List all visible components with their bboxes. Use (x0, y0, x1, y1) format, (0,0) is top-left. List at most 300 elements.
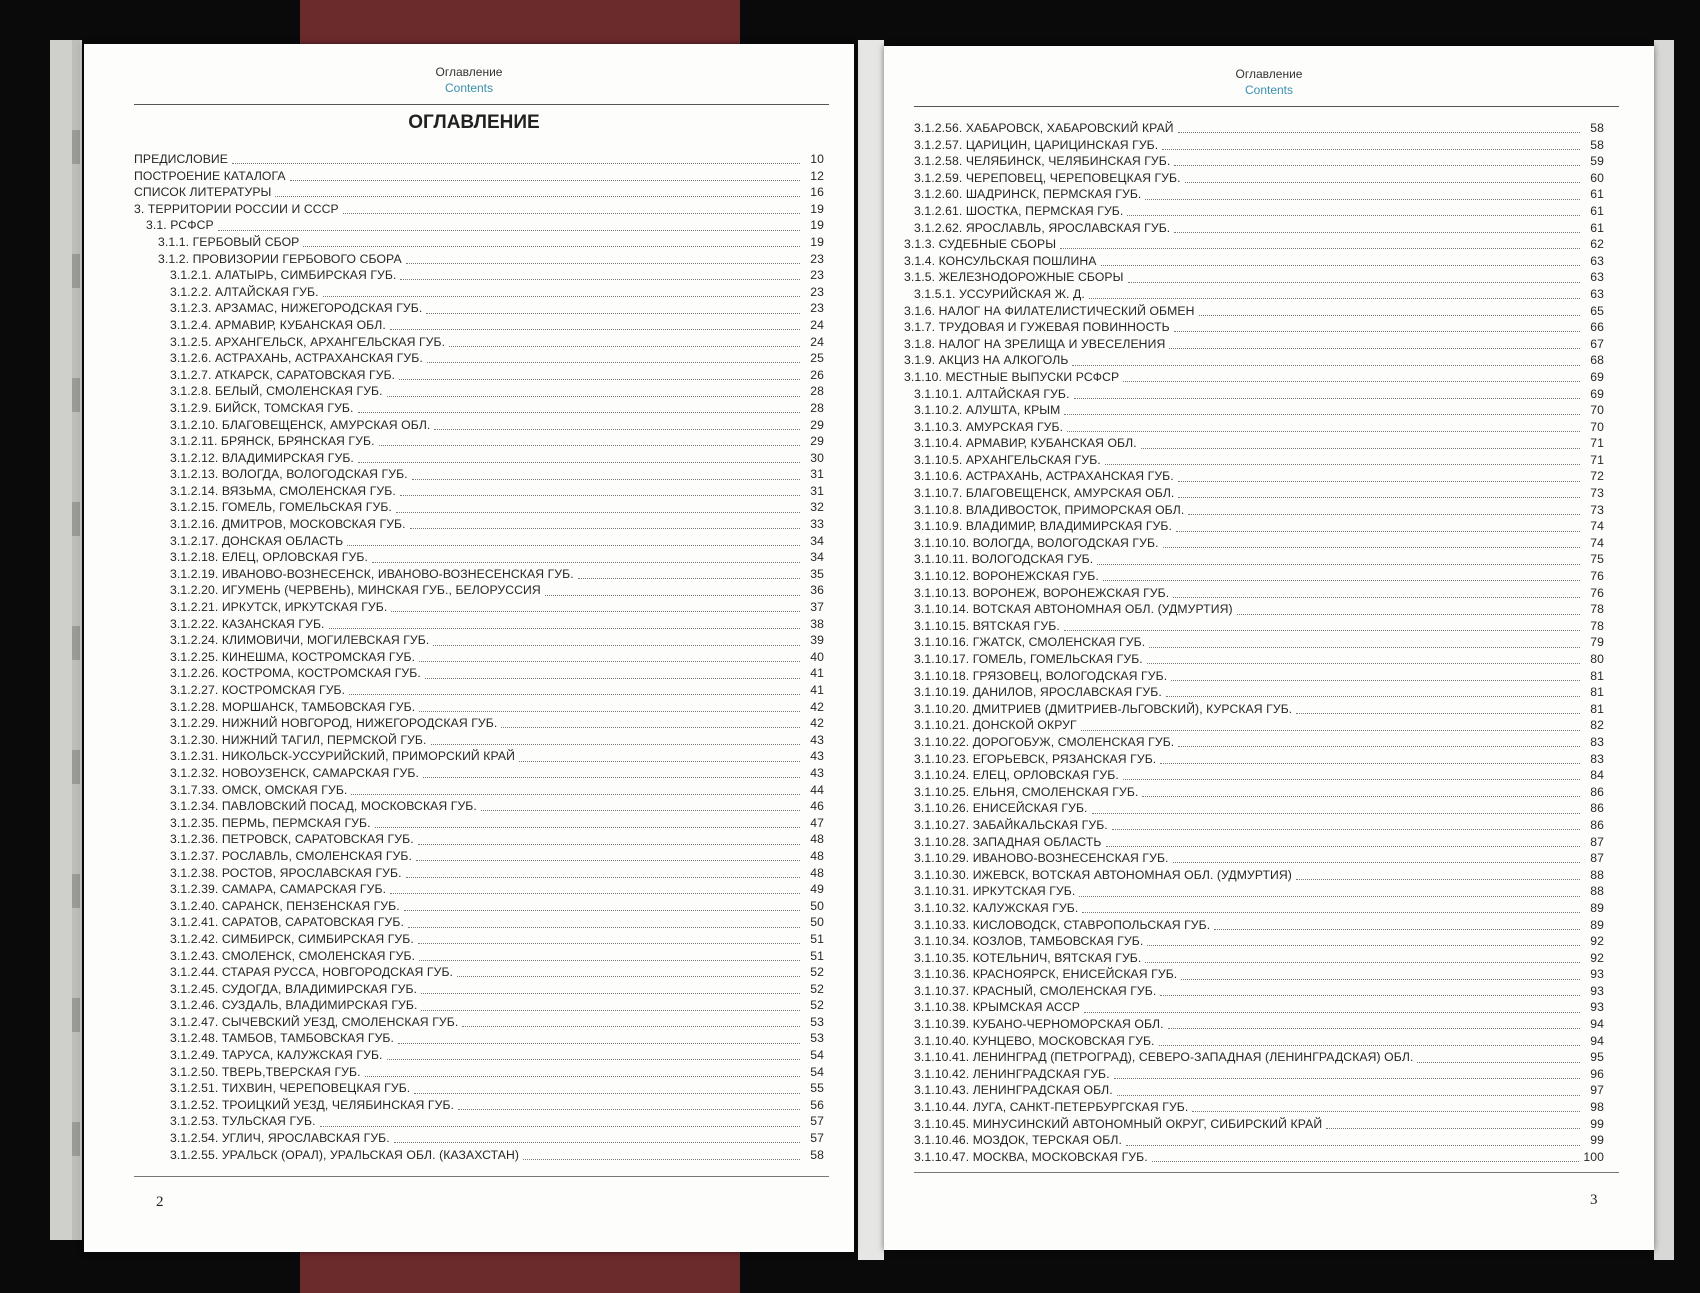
header-title-en: Contents (444, 81, 494, 95)
toc-entry-page: 52 (810, 981, 824, 996)
header-title-en: Contents (1244, 83, 1294, 97)
toc-entry-title: 3.1.2.6. АСТРАХАНЬ, АСТРАХАНСКАЯ ГУБ. (170, 351, 423, 366)
toc-entry-title: 3.1.2.17. ДОНСКАЯ ОБЛАСТЬ (170, 533, 344, 548)
toc-entry (134, 317, 824, 334)
toc-leader-dots (481, 801, 800, 811)
toc-entry (134, 201, 824, 218)
toc-entry (134, 1147, 824, 1164)
header-rule (134, 104, 829, 105)
toc-entry-page: 12 (810, 168, 824, 183)
toc-entry-title: 3.1.8. НАЛОГ НА ЗРЕЛИЩА И УВЕСЕЛЕНИЯ (904, 336, 1166, 351)
toc-entry-title: 3.1.2.19. ИВАНОВО-ВОЗНЕСЕНСК, ИВАНОВО-ВОЗНЕСЕНСКАЯ ГУБ. (170, 566, 574, 581)
toc-leader-dots (1145, 953, 1580, 963)
toc-entry (134, 367, 824, 384)
toc-leader-dots (404, 901, 800, 911)
toc-entry (904, 867, 1604, 884)
toc-leader-dots (1082, 903, 1580, 913)
toc-entry (134, 765, 824, 782)
toc-entry-title: 3.1.2.44. СТАРАЯ РУССА, НОВГОРОДСКАЯ ГУБ. (170, 965, 454, 980)
toc-entry (904, 585, 1604, 602)
toc-leader-dots (414, 1084, 800, 1094)
toc-leader-dots (427, 353, 800, 363)
page-number: 3 (1590, 1192, 1598, 1208)
toc-entry (904, 668, 1604, 685)
toc-entry-title: 3.1.5. ЖЕЛЕЗНОДОРОЖНЫЕ СБОРЫ (904, 270, 1124, 285)
toc-entry (904, 502, 1604, 519)
toc-leader-dots (1114, 1069, 1580, 1079)
toc-entry (904, 186, 1604, 203)
toc-entry-page: 61 (1590, 203, 1604, 218)
toc-leader-dots (431, 735, 801, 745)
toc-entry (904, 386, 1604, 403)
toc-entry-title: 3.1.2.29. НИЖНИЙ НОВГОРОД, НИЖЕГОРОДСКАЯ ГУБ. (170, 716, 498, 731)
toc-leader-dots (1162, 140, 1580, 150)
toc-leader-dots (1074, 389, 1581, 399)
toc-entry (904, 834, 1604, 851)
toc-leader-dots (391, 602, 800, 612)
toc-leader-dots (1181, 970, 1580, 980)
toc-entry (134, 815, 824, 832)
toc-entry-title: ПРЕДИСЛОВИЕ (134, 152, 229, 166)
toc-leader-dots (1152, 1152, 1580, 1162)
toc-entry-page: 32 (810, 500, 824, 515)
toc-entry-page: 78 (1590, 618, 1604, 633)
toc-leader-dots (421, 984, 800, 994)
toc-entry-page: 82 (1590, 718, 1604, 733)
toc-entry-page: 37 (810, 600, 824, 615)
toc-entry-page: 58 (1590, 121, 1604, 135)
toc-leader-dots (433, 636, 800, 646)
toc-leader-dots (1142, 787, 1580, 797)
toc-entry-page: 52 (810, 965, 824, 980)
toc-entry-title: 3.1.10.38. КРЫМСКАЯ АССР (914, 1000, 1080, 1015)
toc-entry (904, 269, 1604, 286)
toc-entry-title: 3.1.10.30. ИЖЕВСК, ВОТСКАЯ АВТОНОМНАЯ ОБЛ. (УДМУРТИЯ) (914, 867, 1292, 882)
toc-entry-page: 88 (1590, 884, 1604, 899)
toc-entry-title: 3.1.2.27. КОСТРОМСКАЯ ГУБ. (170, 683, 346, 697)
toc-entry-title: 3.1.2.8. БЕЛЫЙ, СМОЛЕНСКАЯ ГУБ. (170, 384, 383, 399)
toc-leader-dots (1141, 439, 1580, 449)
toc-entry-title: 3.1.10.40. КУНЦЕВО, МОСКОВСКАЯ ГУБ. (914, 1033, 1155, 1048)
toc-entry (134, 300, 824, 317)
toc-entry-page: 88 (1590, 867, 1604, 882)
running-header (84, 64, 854, 96)
toc-entry-page: 69 (1590, 386, 1604, 401)
toc-entry (134, 931, 824, 948)
toc-entry (904, 518, 1604, 535)
toc-entry (904, 751, 1604, 768)
toc-entry-page: 28 (810, 400, 824, 415)
toc-leader-dots (1173, 588, 1580, 598)
toc-entry-page: 68 (1590, 353, 1604, 368)
toc-leader-dots (1296, 870, 1580, 880)
toc-entry-page: 89 (1590, 900, 1604, 915)
toc-entry (134, 831, 824, 848)
toc-leader-dots (1168, 1019, 1580, 1029)
toc-leader-dots (1072, 356, 1580, 366)
toc-entry (134, 350, 824, 367)
toc-leader-dots (462, 1017, 800, 1027)
toc-entry-title: СПИСОК ЛИТЕРАТУРЫ (134, 185, 272, 200)
toc-entry-title: 3.1.10.3. АМУРСКАЯ ГУБ. (914, 419, 1064, 434)
toc-entry-page: 24 (810, 317, 824, 332)
toc-entry-title: 3.1.10.20. ДМИТРИЕВ (ДМИТРИЕВ-ЛЬГОВСКИЙ), КУРСКАЯ ГУБ. (914, 701, 1293, 716)
toc-leader-dots (379, 436, 800, 446)
toc-leader-dots (1178, 737, 1580, 747)
toc-entry-page: 34 (810, 550, 824, 565)
toc-entry-title: 3.1.2.39. САМАРА, САМАРСКАЯ ГУБ. (170, 882, 387, 897)
toc-entry-page: 59 (1590, 154, 1604, 169)
toc-entry-title: 3.1.10.41. ЛЕНИНГРАД (ПЕТРОГРАД), СЕВЕРО-ЗАПАДНАЯ (ЛЕНИНГРАДСКАЯ) ОБЛ. (914, 1050, 1414, 1065)
toc-entry-page: 34 (810, 533, 824, 548)
toc-entry-title: 3.1.2.51. ТИХВИН, ЧЕРЕПОВЕЦКАЯ ГУБ. (170, 1081, 411, 1096)
toc-entry-page: 94 (1590, 1017, 1604, 1032)
toc-entry-page: 99 (1590, 1133, 1604, 1148)
toc-entry (904, 734, 1604, 751)
toc-entry (134, 748, 824, 765)
toc-leader-dots (1166, 687, 1580, 697)
toc-entry-page: 72 (1590, 469, 1604, 484)
toc-entry-page: 57 (810, 1131, 824, 1146)
toc-entry-page: 31 (810, 467, 824, 482)
toc-entry (904, 1149, 1604, 1166)
toc-leader-dots (1106, 837, 1581, 847)
toc-leader-dots (1169, 339, 1580, 349)
toc-entry-page: 54 (810, 1064, 824, 1079)
toc-leader-dots (421, 1001, 800, 1011)
toc-leader-dots (398, 1034, 800, 1044)
toc-leader-dots (1089, 289, 1580, 299)
toc-entry (904, 1132, 1604, 1149)
toc-entry-title: 3.1.10.14. ВОТСКАЯ АВТОНОМНАЯ ОБЛ. (УДМУРТИЯ) (914, 602, 1233, 617)
toc-entry-title: 3.1.2.57. ЦАРИЦИН, ЦАРИЦИНСКАЯ ГУБ. (914, 137, 1159, 152)
toc-entry-title: 3.1.10.44. ЛУГА, САНКТ-ПЕТЕРБУРГСКАЯ ГУБ. (914, 1100, 1189, 1115)
toc-entry (134, 1030, 824, 1047)
toc-entry (904, 817, 1604, 834)
toc-entry-title: 3.1.2.34. ПАВЛОВСКИЙ ПОСАД, МОСКОВСКАЯ ГУБ. (170, 799, 477, 814)
toc-entry-title: 3.1.2.56. ХАБАРОВСК, ХАБАРОВСКИЙ КРАЙ (914, 121, 1174, 135)
toc-leader-dots (419, 652, 800, 662)
toc-entry-page: 29 (810, 417, 824, 432)
toc-entry (134, 184, 824, 201)
toc-entry-page: 51 (810, 931, 824, 946)
toc-entry (134, 665, 824, 682)
toc-entry (904, 983, 1604, 1000)
toc-entry-title: 3.1.10.1. АЛТАЙСКАЯ ГУБ. (914, 386, 1070, 401)
toc-leader-dots (323, 287, 800, 297)
toc-entry-page: 70 (1590, 419, 1604, 434)
toc-entry-title: 3.1.10.35. КОТЕЛЬНИЧ, ВЯТСКАЯ ГУБ. (914, 950, 1142, 965)
toc-entry (134, 549, 824, 566)
toc-leader-dots (390, 320, 800, 330)
toc-leader-dots (1081, 721, 1580, 731)
toc-entry (134, 151, 824, 168)
toc-leader-dots (1127, 206, 1580, 216)
toc-leader-dots (1064, 621, 1580, 631)
toc-leader-dots (387, 1050, 800, 1060)
toc-leader-dots (406, 254, 800, 264)
toc-entry (134, 433, 824, 450)
header-title-ru: Оглавление (1235, 67, 1303, 81)
toc-leader-dots (1067, 422, 1580, 432)
toc-entry-page: 43 (810, 749, 824, 764)
toc-entry (904, 1116, 1604, 1133)
toc-entry-page: 66 (1590, 320, 1604, 335)
toc-leader-dots (1192, 1102, 1580, 1112)
toc-entry (134, 1064, 824, 1081)
toc-entry-title: 3.1.10.34. КОЗЛОВ, ТАМБОВСКАЯ ГУБ. (914, 934, 1144, 949)
toc-entry-title: 3.1.10.33. КИСЛОВОДСК, СТАВРОПОЛЬСКАЯ ГУБ. (914, 917, 1211, 932)
toc-entry-title: 3.1.10.29. ИВАНОВО-ВОЗНЕСЕНСКАЯ ГУБ. (914, 851, 1169, 866)
toc-entry-page: 97 (1590, 1083, 1604, 1098)
toc-entry-page: 92 (1590, 950, 1604, 965)
toc-entry-title: 3.1.10.19. ДАНИЛОВ, ЯРОСЛАВСКАЯ ГУБ. (914, 685, 1162, 700)
toc-entry-title: 3.1.10.13. ВОРОНЕЖ, ВОРОНЕЖСКАЯ ГУБ. (914, 585, 1170, 600)
toc-entry-page: 75 (1590, 552, 1604, 567)
toc-entry-page: 80 (1590, 652, 1604, 666)
toc-leader-dots (1160, 754, 1580, 764)
toc-entry-page: 53 (810, 1014, 824, 1029)
toc-entry (134, 168, 824, 185)
toc-entry-title: 3.1.1. ГЕРБОВЫЙ СБОР (158, 234, 300, 249)
toc-entry-title: 3.1.2.49. ТАРУСА, КАЛУЖСКАЯ ГУБ. (170, 1048, 383, 1063)
toc-entry (904, 618, 1604, 635)
toc-entry-page: 48 (810, 865, 824, 880)
toc-entry-page: 74 (1590, 535, 1604, 550)
toc-entry-page: 19 (810, 234, 824, 249)
toc-entry-title: 3.1.10.11. ВОЛОГОДСКАЯ ГУБ. (914, 552, 1094, 567)
toc-entry-title: 3.1.2.30. НИЖНИЙ ТАГИЛ, ПЕРМСКОЙ ГУБ. (170, 732, 427, 747)
toc-entry-page: 30 (810, 450, 824, 465)
toc-entry-title: 3.1.2.42. СИМБИРСК, СИМБИРСКАЯ ГУБ. (170, 931, 414, 946)
toc-entry-page: 58 (1590, 137, 1604, 152)
toc-entry-page: 92 (1590, 934, 1604, 949)
toc-entry (904, 933, 1604, 950)
header-title-ru: Оглавление (435, 65, 503, 79)
page-left (84, 44, 854, 1252)
toc-leader-dots (408, 918, 800, 928)
toc-entry (904, 1099, 1604, 1116)
toc-entry (904, 352, 1604, 369)
toc-entry-title: 3.1.2.38. РОСТОВ, ЯРОСЛАВСКАЯ ГУБ. (170, 865, 402, 880)
toc-entry (904, 435, 1604, 452)
toc-leader-dots (458, 1100, 800, 1110)
toc-entry-title: 3.1.2.32. НОВОУЗЕНСК, САМАРСКАЯ ГУБ. (170, 765, 419, 780)
toc-leader-dots (416, 851, 800, 861)
toc-entry-title: 3.1.2.53. ТУЛЬСКАЯ ГУБ. (170, 1114, 316, 1129)
toc-entry-page: 70 (1590, 403, 1604, 418)
toc-list (904, 120, 1604, 1165)
toc-entry-title: 3.1.10.6. АСТРАХАНЬ, АСТРАХАНСКАЯ ГУБ. (914, 469, 1174, 484)
toc-entry-title: 3.1.2.55. УРАЛЬСК (ОРАЛ), УРАЛЬСКАЯ ОБЛ. (КАЗАХСТАН) (170, 1147, 519, 1162)
toc-entry (134, 997, 824, 1014)
toc-entry-title: 3.1.10.26. ЕНИСЕЙСКАЯ ГУБ. (914, 801, 1088, 816)
toc-entry (134, 450, 824, 467)
toc-entry-title: 3.1.10.7. БЛАГОВЕЩЕНСК, АМУРСКАЯ ОБЛ. (914, 486, 1175, 501)
toc-entry-title: 3.1.2.47. СЫЧЕВСКИЙ УЕЗД, СМОЛЕНСКАЯ ГУБ. (170, 1014, 459, 1029)
toc-entry-page: 23 (810, 301, 824, 316)
toc-entry-page: 67 (1590, 336, 1604, 351)
toc-entry (904, 1082, 1604, 1099)
toc-entry-page: 36 (810, 583, 824, 598)
toc-entry-title: 3.1. РСФСР (146, 218, 214, 233)
toc-leader-dots (1214, 920, 1580, 930)
toc-entry-title: 3.1.10.22. ДОРОГОБУЖ, СМОЛЕНСКАЯ ГУБ. (914, 734, 1175, 749)
toc-leader-dots (1123, 372, 1580, 382)
toc-entry (134, 400, 824, 417)
toc-entry-title: 3.1.5.1. УССУРИЙСКАЯ Ж. Д. (914, 286, 1085, 301)
toc-entry-page: 86 (1590, 801, 1604, 816)
toc-entry (904, 369, 1604, 386)
toc-entry-page: 55 (810, 1081, 824, 1096)
toc-entry-page: 61 (1590, 187, 1604, 202)
toc-leader-dots (349, 685, 800, 695)
toc-entry-page: 39 (810, 633, 824, 648)
toc-entry-title: 3.1.2.50. ТВЕРЬ,ТВЕРСКАЯ ГУБ. (170, 1064, 361, 1079)
toc-entry (904, 568, 1604, 585)
toc-leader-dots (1178, 123, 1580, 133)
toc-entry-page: 46 (810, 799, 824, 814)
toc-entry-page: 19 (810, 201, 824, 216)
toc-leader-dots (1185, 173, 1580, 183)
toc-entry-title: 3.1.2.3. АРЗАМАС, НИЖЕГОРОДСКАЯ ГУБ. (170, 301, 423, 316)
toc-entry-title: 3.1.10.32. КАЛУЖСКАЯ ГУБ. (914, 900, 1079, 915)
toc-entry (904, 203, 1604, 220)
toc-leader-dots (519, 752, 800, 762)
toc-entry (134, 1047, 824, 1064)
toc-entry (904, 120, 1604, 137)
toc-entry-title: 3.1.2.37. РОСЛАВЛЬ, СМОЛЕНСКАЯ ГУБ. (170, 848, 412, 863)
toc-entry-page: 23 (810, 251, 824, 266)
toc-entry-page: 87 (1590, 851, 1604, 866)
toc-entry-page: 76 (1590, 585, 1604, 600)
toc-leader-dots (1163, 538, 1580, 548)
toc-entry (904, 966, 1604, 983)
toc-entry (134, 284, 824, 301)
toc-entry-page: 93 (1590, 967, 1604, 982)
toc-entry-title: 3.1.2.12. ВЛАДИМИРСКАЯ ГУБ. (170, 450, 354, 465)
toc-entry-page: 43 (810, 732, 824, 747)
toc-leader-dots (1092, 804, 1580, 814)
toc-entry-title: 3.1.2.10. БЛАГОВЕЩЕНСК, АМУРСКАЯ ОБЛ. (170, 417, 431, 432)
toc-leader-dots (1126, 1136, 1580, 1146)
toc-entry (134, 1130, 824, 1147)
toc-entry-title: 3.1.10.10. ВОЛОГДА, ВОЛОГОДСКАЯ ГУБ. (914, 535, 1159, 550)
toc-leader-dots (1084, 1003, 1580, 1013)
toc-leader-dots (412, 470, 800, 480)
toc-entry-title: 3.1.10.17. ГОМЕЛЬ, ГОМЕЛЬСКАЯ ГУБ. (914, 652, 1143, 666)
toc-entry (134, 533, 824, 550)
toc-leader-dots (1149, 638, 1580, 648)
toc-entry (134, 1080, 824, 1097)
toc-leader-dots (372, 553, 800, 563)
toc-entry-title: 3.1.2.13. ВОЛОГДА, ВОЛОГОДСКАЯ ГУБ. (170, 467, 408, 482)
toc-leader-dots (1123, 770, 1580, 780)
toc-leader-dots (1079, 887, 1580, 897)
toc-entry-title: 3.1.2.2. АЛТАЙСКАЯ ГУБ. (170, 284, 319, 299)
toc-entry-page: 24 (810, 334, 824, 349)
toc-entry-title: 3.1.2.24. КЛИМОВИЧИ, МОГИЛЕВСКАЯ ГУБ. (170, 633, 430, 648)
toc-leader-dots (1101, 256, 1581, 266)
toc-entry-title: 3.1.2.45. СУДОГДА, ВЛАДИМИРСКАЯ ГУБ. (170, 981, 418, 996)
toc-entry-page: 16 (810, 185, 824, 200)
toc-entry-title: 3.1.10.47. МОСКВА, МОСКОВСКАЯ ГУБ. (914, 1149, 1148, 1164)
toc-entry-title: 3.1.10.24. ЕЛЕЦ, ОРЛОВСКАЯ ГУБ. (914, 768, 1119, 783)
toc-entry-title: 3. ТЕРРИТОРИИ РОССИИ И СССР (134, 201, 339, 216)
toc-entry (134, 981, 824, 998)
toc-entry-title: 3.1.10.36. КРАСНОЯРСК, ЕНИСЕЙСКАЯ ГУБ. (914, 967, 1178, 982)
toc-entry-page: 38 (810, 616, 824, 631)
toc-entry (904, 1049, 1604, 1066)
toc-entry-title: 3.1.10.23. ЕГОРЬЕВСК, РЯЗАНСКАЯ ГУБ. (914, 751, 1157, 766)
toc-entry-page: 78 (1590, 602, 1604, 617)
header-rule (914, 106, 1619, 107)
toc-leader-dots (1174, 322, 1580, 332)
toc-leader-dots (1178, 472, 1580, 482)
toc-leader-dots (400, 270, 800, 280)
toc-entry (134, 798, 824, 815)
toc-entry-page: 63 (1590, 253, 1604, 268)
toc-entry (904, 767, 1604, 784)
toc-leader-dots (1173, 853, 1580, 863)
toc-entry-title: 3.1.2.22. КАЗАНСКАЯ ГУБ. (170, 616, 325, 631)
toc-entry-title: 3.1.2.60. ШАДРИНСК, ПЕРМСКАЯ ГУБ. (914, 187, 1142, 202)
toc-entry (904, 286, 1604, 303)
toc-entry-title: 3.1.2.62. ЯРОСЛАВЛЬ, ЯРОСЛАВСКАЯ ГУБ. (914, 220, 1171, 235)
toc-entry-page: 33 (810, 517, 824, 532)
toc-entry-title: 3.1.10.4. АРМАВИР, КУБАНСКАЯ ОБЛ. (914, 436, 1137, 451)
toc-entry-title: 3.1.10.46. МОЗДОК, ТЕРСКАЯ ОБЛ. (914, 1133, 1122, 1148)
toc-entry (134, 632, 824, 649)
toc-leader-dots (1296, 704, 1580, 714)
toc-entry (904, 170, 1604, 187)
toc-entry-page: 96 (1590, 1066, 1604, 1081)
toc-entry-page: 25 (810, 351, 824, 366)
toc-entry-page: 52 (810, 998, 824, 1013)
toc-leader-dots (396, 503, 800, 513)
toc-entry-page: 48 (810, 848, 824, 863)
toc-entry-title: 3.1.2.43. СМОЛЕНСК, СМОЛЕНСКАЯ ГУБ. (170, 948, 416, 963)
toc-leader-dots (1159, 1036, 1580, 1046)
toc-entry (134, 898, 824, 915)
toc-entry-page: 28 (810, 384, 824, 399)
toc-entry (904, 601, 1604, 618)
toc-entry (904, 137, 1604, 154)
toc-entry-page: 29 (810, 434, 824, 449)
toc-entry-page: 83 (1590, 734, 1604, 749)
toc-leader-dots (399, 370, 800, 380)
toc-entry (134, 1097, 824, 1114)
toc-entry-title: 3.1.7. ТРУДОВАЯ И ГУЖЕВАЯ ПОВИННОСТЬ (904, 320, 1170, 335)
toc-entry (134, 964, 824, 981)
toc-entry-title: ПОСТРОЕНИЕ КАТАЛОГА (134, 168, 286, 183)
toc-leader-dots (1128, 273, 1580, 283)
toc-leader-dots (545, 586, 800, 596)
toc-leader-dots (426, 304, 800, 314)
toc-leader-dots (1199, 306, 1580, 316)
toc-entry-page: 23 (810, 268, 824, 283)
toc-entry-title: 3.1.10.28. ЗАПАДНАЯ ОБЛАСТЬ (914, 834, 1102, 849)
toc-entry-title: 3.1.10.27. ЗАБАЙКАЛЬСКАЯ ГУБ. (914, 817, 1108, 832)
toc-entry (904, 701, 1604, 718)
toc-entry-page: 99 (1590, 1116, 1604, 1131)
toc-entry-page: 62 (1590, 237, 1604, 252)
toc-entry-title: 3.1.2.20. ИГУМЕНЬ (ЧЕРВЕНЬ), МИНСКАЯ ГУБ., БЕЛОРУССИЯ (170, 583, 541, 598)
toc-entry-title: 3.1.10. МЕСТНЫЕ ВЫПУСКИ РСФСР (904, 369, 1120, 384)
toc-entry (134, 715, 824, 732)
page-right (884, 46, 1654, 1250)
toc-entry-title: 3.1.10.31. ИРКУТСКАЯ ГУБ. (914, 884, 1076, 899)
